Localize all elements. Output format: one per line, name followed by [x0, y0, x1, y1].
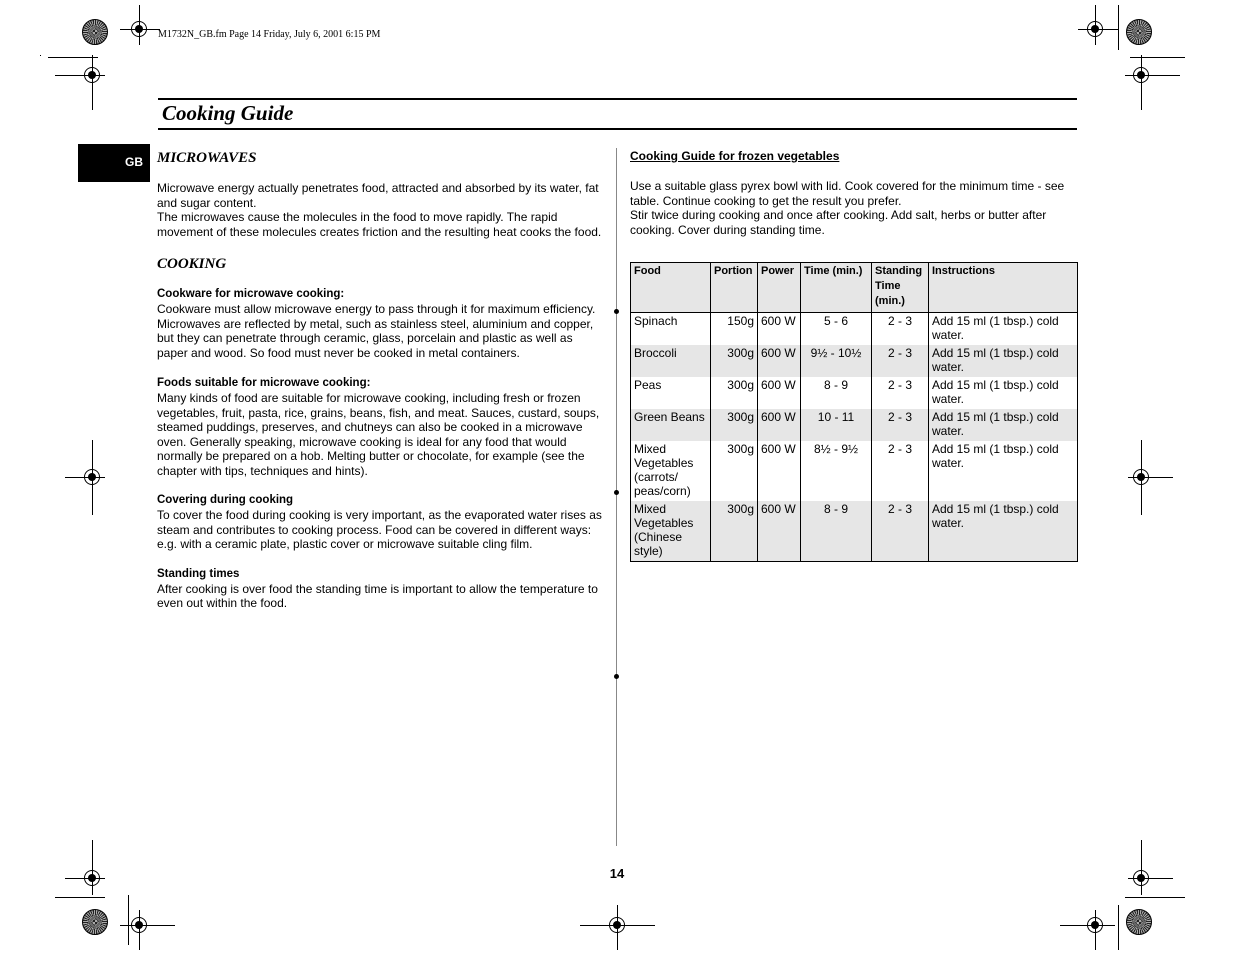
- column-header: Standing Time (min.): [872, 263, 929, 313]
- frozen-veg-intro-1: Use a suitable glass pyrex bowl with lid. Cook covered for the minimum time - see table. Continue cooking to get the result you prefer.: [630, 179, 1065, 208]
- covering-heading: Covering during cooking: [157, 494, 294, 506]
- column-header: Portion: [711, 263, 758, 313]
- left-column: [157, 150, 603, 611]
- frozen-veg-intro-2: Stir twice during cooking and once after cooking. Add salt, herbs or butter after cooking. Cover during standing time.: [630, 208, 1047, 237]
- instructions-cell: Add 15 ml (1 tbsp.) cold water.: [929, 313, 1078, 346]
- food-cell: Peas: [631, 377, 711, 409]
- table-row: [631, 377, 1078, 409]
- time-cell: 5 - 6: [801, 313, 872, 346]
- registration-mark-icon: [1133, 67, 1149, 83]
- standing-times-heading: Standing times: [157, 567, 240, 580]
- standing-cell: 2 - 3: [872, 345, 929, 377]
- portion-cell: 300g: [711, 345, 758, 377]
- standing-cell: 2 - 3: [872, 313, 929, 346]
- color-wheel-icon: [82, 909, 108, 935]
- time-cell: 8½ - 9½: [801, 441, 872, 501]
- registration-mark-icon: [131, 917, 147, 933]
- column-header: Time (min.): [801, 263, 872, 313]
- registration-mark-icon: [609, 917, 625, 933]
- standing-cell: 2 - 3: [872, 501, 929, 562]
- standing-cell: 2 - 3: [872, 409, 929, 441]
- cooking-guide-table: [630, 262, 1078, 562]
- power-cell: 600 W: [758, 441, 801, 501]
- page-title: Cooking Guide: [162, 101, 294, 125]
- table-row: [631, 409, 1078, 441]
- power-cell: 600 W: [758, 313, 801, 346]
- table-row: [631, 313, 1078, 346]
- time-cell: 10 - 11: [801, 409, 872, 441]
- registration-mark-icon: [1087, 21, 1103, 37]
- food-cell: Spinach: [631, 313, 711, 346]
- suitable-foods-heading: Foods suitable for microwave cooking:: [157, 377, 371, 389]
- microwaves-paragraph-1: Microwave energy actually penetrates food, attracted and absorbed by its water, fat and sugar content.: [157, 181, 599, 210]
- column-divider: [616, 148, 617, 846]
- time-cell: 9½ - 10½: [801, 345, 872, 377]
- cooking-heading: COOKING: [157, 256, 227, 272]
- title-rule-bottom: [158, 128, 1077, 130]
- divider-dot: [614, 674, 619, 679]
- registration-mark-icon: [84, 870, 100, 886]
- standing-times-text: After cooking is over food the standing time is important to allow the temperature to even out within the food.: [157, 581, 598, 610]
- power-cell: 600 W: [758, 377, 801, 409]
- covering-text: To cover the food during cooking is very important, as the evaporated water rises as steam and contributes to cooking process. Food can be covered in different ways: e.g. with a ceramic plate, plastic cover or microwave suitable cling film.: [157, 508, 602, 551]
- title-rule-top: [158, 98, 1077, 100]
- frozen-veg-heading: Cooking Guide for frozen vegetables: [630, 149, 840, 163]
- instructions-cell: Add 15 ml (1 tbsp.) cold water.: [929, 345, 1078, 377]
- instructions-cell: Add 15 ml (1 tbsp.) cold water.: [929, 441, 1078, 501]
- registration-mark-icon: [131, 21, 147, 37]
- page-number: 14: [609, 866, 625, 881]
- microwaves-paragraph-2: The microwaves cause the molecules in the food to move rapidly. The rapid movement of these molecules creates friction and the resulting heat cooks the food.: [157, 210, 602, 239]
- food-cell: Mixed Vegetables (Chinese style): [631, 501, 711, 562]
- food-cell: Mixed Vegetables (carrots/ peas/corn): [631, 441, 711, 501]
- color-wheel-icon: [82, 19, 108, 45]
- portion-cell: 300g: [711, 501, 758, 562]
- standing-cell: 2 - 3: [872, 441, 929, 501]
- color-wheel-icon: [1126, 19, 1152, 45]
- food-cell: Broccoli: [631, 345, 711, 377]
- registration-mark-icon: [1133, 469, 1149, 485]
- divider-dot: [614, 309, 619, 314]
- table-row: [631, 441, 1078, 501]
- file-info-line: M1732N_GB.fm Page 14 Friday, July 6, 2001 6:15 PM: [158, 29, 381, 40]
- power-cell: 600 W: [758, 409, 801, 441]
- table-header-row: [631, 263, 1078, 313]
- food-cell: Green Beans: [631, 409, 711, 441]
- column-header: Instructions: [929, 263, 1078, 313]
- cookware-text: Cookware must allow microwave energy to pass through it for maximum efficiency. Microwaves are reflected by metal, such as stainless steel, aluminium and copper, but they can penetrate through ceramic, glass, porcelain and plastic as well as paper and wood. So food must never be cooked in metal containers.: [157, 302, 596, 360]
- portion-cell: 150g: [711, 313, 758, 346]
- registration-mark-icon: [84, 469, 100, 485]
- registration-mark-icon: [1087, 917, 1103, 933]
- table-row: [631, 501, 1078, 562]
- language-tab: [78, 144, 150, 182]
- instructions-cell: Add 15 ml (1 tbsp.) cold water.: [929, 501, 1078, 562]
- power-cell: 600 W: [758, 501, 801, 562]
- column-header: Power: [758, 263, 801, 313]
- suitable-foods-text: Many kinds of food are suitable for microwave cooking, including fresh or frozen vegetables, fruit, pasta, rice, grains, beans, fish, and meat. Sauces, custard, soups, steamed puddings, preserves, and chutneys can also be cooked in a microwave oven. Generally speaking, microwave cooking is ideal for any food that would normally be prepared on a hob. Melting butter or chocolate, for example (see the chapter with tips, techniques and hints).: [157, 391, 600, 478]
- portion-cell: 300g: [711, 409, 758, 441]
- microwaves-heading: MICROWAVES: [157, 150, 257, 166]
- standing-cell: 2 - 3: [872, 377, 929, 409]
- registration-mark-icon: [1133, 870, 1149, 886]
- portion-cell: 300g: [711, 377, 758, 409]
- column-header: Food: [631, 263, 711, 313]
- right-column: [630, 149, 1078, 237]
- time-cell: 8 - 9: [801, 501, 872, 562]
- table-row: [631, 345, 1078, 377]
- registration-mark-icon: [84, 67, 100, 83]
- power-cell: 600 W: [758, 345, 801, 377]
- portion-cell: 300g: [711, 441, 758, 501]
- instructions-cell: Add 15 ml (1 tbsp.) cold water.: [929, 377, 1078, 409]
- color-wheel-icon: [1126, 909, 1152, 935]
- divider-dot: [614, 490, 619, 495]
- instructions-cell: Add 15 ml (1 tbsp.) cold water.: [929, 409, 1078, 441]
- language-tab-label: GB: [125, 155, 143, 169]
- cookware-heading: Cookware for microwave cooking:: [157, 288, 345, 300]
- time-cell: 8 - 9: [801, 377, 872, 409]
